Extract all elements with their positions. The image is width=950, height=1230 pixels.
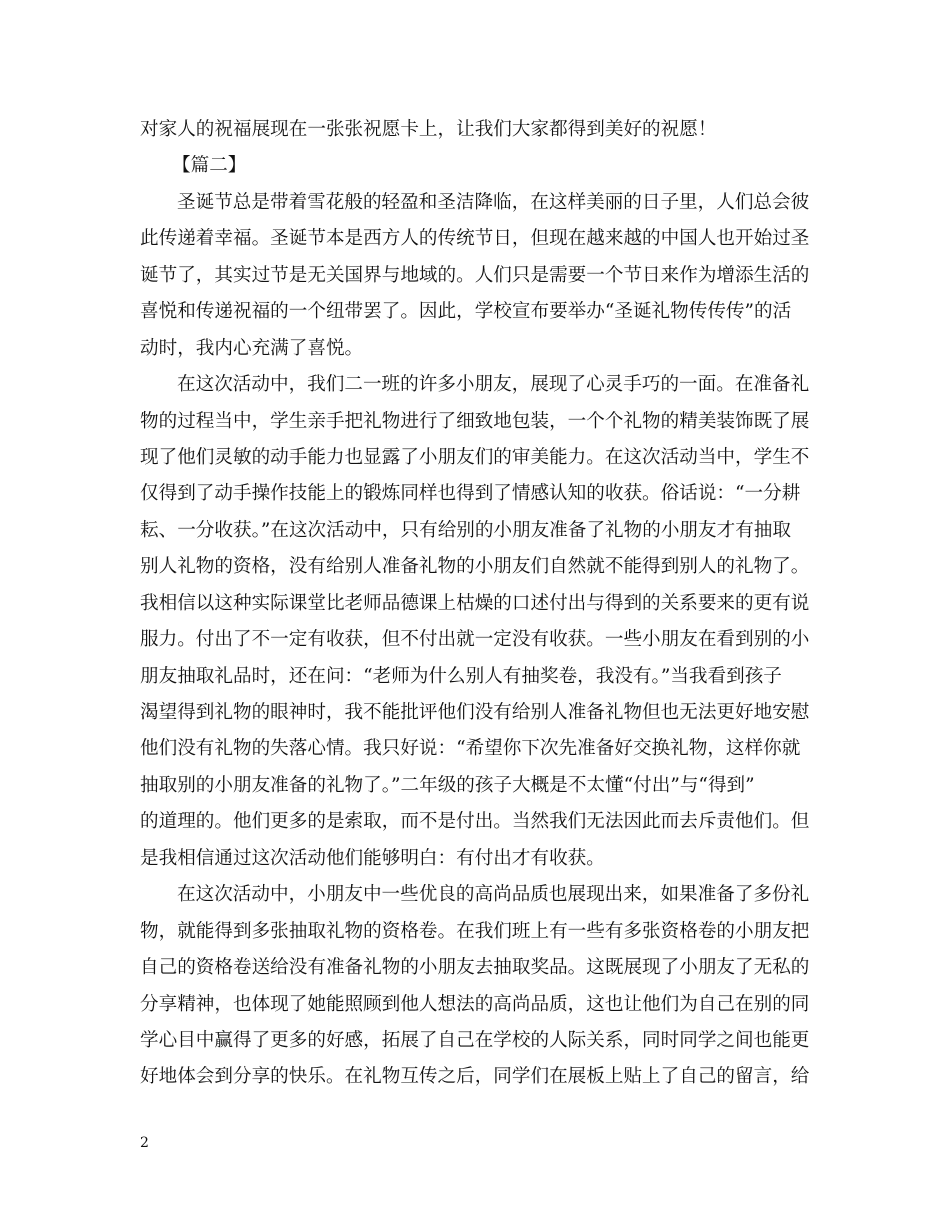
paragraph-2-line-13: 的道理的。他们更多的是索取，而不是付出。当然我们无法因此而去斥责他们。但 [140,811,810,833]
paragraph-1-line-4: 喜悦和传递祝福的一个纽带罢了。因此，学校宣布要举办“圣诞礼物传传传”的活 [140,301,792,323]
paragraph-2-line-1: 在这次活动中，我们二一班的许多小朋友，展现了心灵手巧的一面。在准备礼 [177,374,810,396]
paragraph-2-line-3: 现了他们灵敏的动手能力也显露了小朋友们的审美能力。在这次活动当中，学生不 [140,446,810,468]
paragraph-2-line-6: 别人礼物的资格，没有给别人准备礼物的小朋友们自然就不能得到别人的礼物了。 [140,556,810,578]
paragraph-3-line-5: 学心目中赢得了更多的好感，拓展了自己在学校的人际关系，同时同学之间也能更 [140,1029,810,1051]
paragraph-1-line-5: 动时，我内心充满了喜悦。 [140,337,364,359]
paragraph-1-line-2: 此传递着幸福。圣诞节本是西方人的传统节日，但现在越来越的中国人也开始过圣 [140,228,810,250]
paragraph-2-line-10: 渴望得到礼物的眼神时，我不能批评他们没有给别人准备礼物但也无法更好地安慰 [140,702,810,723]
paragraph-3-line-3: 自己的资格卷送给没有准备礼物的小朋友去抽取奖品。这既展现了小朋友了无私的 [140,957,810,979]
paragraph-3-line-1: 在这次活动中，小朋友中一些优良的高尚品质也展现出来，如果准备了多份礼 [177,884,810,906]
paragraph-2-line-11: 他们没有礼物的失落心情。我只好说：“希望你下次先准备好交换礼物，这样你就 [140,738,801,760]
paragraph-2-line-8: 服力。付出了不一定有收获，但不付出就一定没有收获。一些小朋友在看到别的小 [140,629,810,651]
paragraph-1-line-3: 诞节了，其实过节是无关国界与地域的。人们只是需要一个节日来作为增添生活的 [140,264,810,286]
section-heading: 【篇二】 [172,155,247,177]
paragraph-2-line-4: 仅得到了动手操作技能上的锻炼同样也得到了情感认知的收获。俗话说：“一分耕 [140,483,801,505]
paragraph-2-line-14: 是我相信通过这次活动他们能够明白：有付出才有收获。 [140,847,605,869]
paragraph-2-line-7: 我相信以这种实际课堂比老师品德课上枯燥的口述付出与得到的关系要来的更有说 [140,592,810,614]
paragraph-2-line-12: 抽取别的小朋友准备的礼物了。”二年级的孩子大概是不太懂“付出”与“得到” [140,774,755,796]
paragraph-2-line-2: 物的过程当中，学生亲手把礼物进行了细致地包装，一个个礼物的精美装饰既了展 [140,410,810,432]
paragraph-2-line-5: 耘、一分收获。”在这次活动中，只有给别的小朋友准备了礼物的小朋友才有抽取 [140,519,791,541]
page-number: 2 [140,1135,149,1151]
text-line-1: 对家人的祝福展现在一张张祝愿卡上，让我们大家都得到美好的祝愿！ [140,119,717,140]
paragraph-3-line-6: 好地体会到分享的快乐。在礼物互传之后，同学们在展板上贴上了自己的留言，给 [140,1066,810,1088]
body-text [140,112,810,1096]
paragraph-1-line-1: 圣诞节总是带着雪花般的轻盈和圣洁降临，在这样美丽的日子里，人们总会彼 [177,191,810,213]
paragraph-3-line-2: 物，就能得到多张抽取礼物的资格卷。在我们班上有一些有多张资格卷的小朋友把 [140,920,810,942]
paragraph-2-line-9: 朋友抽取礼品时，还在问：“老师为什么别人有抽奖卷，我没有。”当我看到孩子 [140,665,782,687]
paragraph-3-line-4: 分享精神，也体现了她能照顾到他人想法的高尚品质，这也让他们为自己在别的同 [140,993,810,1015]
